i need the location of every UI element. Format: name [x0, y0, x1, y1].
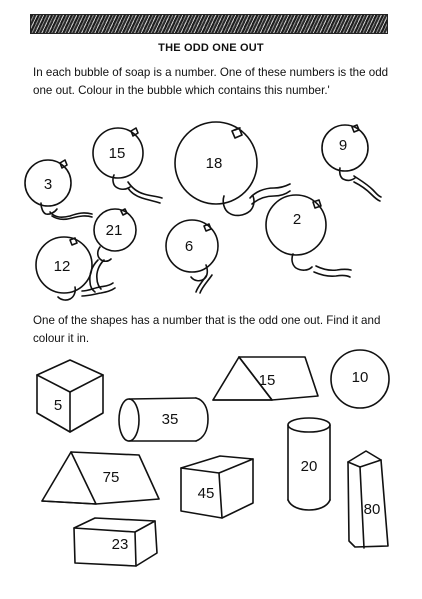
shape-circle-10[interactable]: [331, 350, 389, 408]
bubble-number: 12: [53, 258, 71, 275]
shape-cube-45[interactable]: [181, 456, 253, 518]
shape-number: 5: [53, 397, 63, 414]
bubble-number: 3: [43, 176, 53, 193]
bubble-number: 21: [105, 222, 123, 239]
bubble-6[interactable]: [166, 220, 218, 293]
shape-number: 15: [258, 372, 276, 389]
shape-number: 80: [363, 501, 381, 518]
shape-cylinder-35[interactable]: [119, 398, 208, 441]
shape-number: 35: [161, 411, 179, 428]
bubble-15[interactable]: [93, 128, 162, 203]
shape-cuboid-23[interactable]: [74, 518, 157, 566]
bubble-9[interactable]: [322, 125, 381, 201]
shape-number: 75: [102, 469, 120, 486]
bubble-2[interactable]: [266, 195, 351, 277]
bubble-number: 2: [292, 211, 302, 228]
shape-number: 20: [300, 458, 318, 475]
worksheet-title: THE ODD ONE OUT: [158, 42, 264, 54]
shape-cube-5[interactable]: [37, 360, 103, 432]
bubble-number: 6: [184, 238, 194, 255]
bubble-18[interactable]: [175, 122, 290, 215]
bubble-21[interactable]: [90, 209, 136, 292]
shape-cylinder-20[interactable]: [288, 418, 330, 510]
bubble-3[interactable]: [25, 160, 92, 219]
shapes-instructions: One of the shapes has a number that is the odd one out. Find it and colour it in.: [33, 314, 381, 345]
shape-number: 10: [351, 369, 369, 386]
shape-number: 45: [197, 485, 215, 502]
bubble-number: 15: [108, 145, 126, 162]
bubble-number: 9: [338, 137, 348, 154]
bubble-number: 18: [205, 155, 223, 172]
shape-number: 23: [111, 536, 129, 553]
shape-prism-75[interactable]: [42, 452, 159, 504]
bubbles-instructions: In each bubble of soap is a number. One of these numbers is the odd one out. Colour in the bubble which contains this number.': [33, 66, 389, 97]
shape-prism-15[interactable]: [213, 357, 318, 400]
shape-prism-80[interactable]: [348, 451, 388, 548]
